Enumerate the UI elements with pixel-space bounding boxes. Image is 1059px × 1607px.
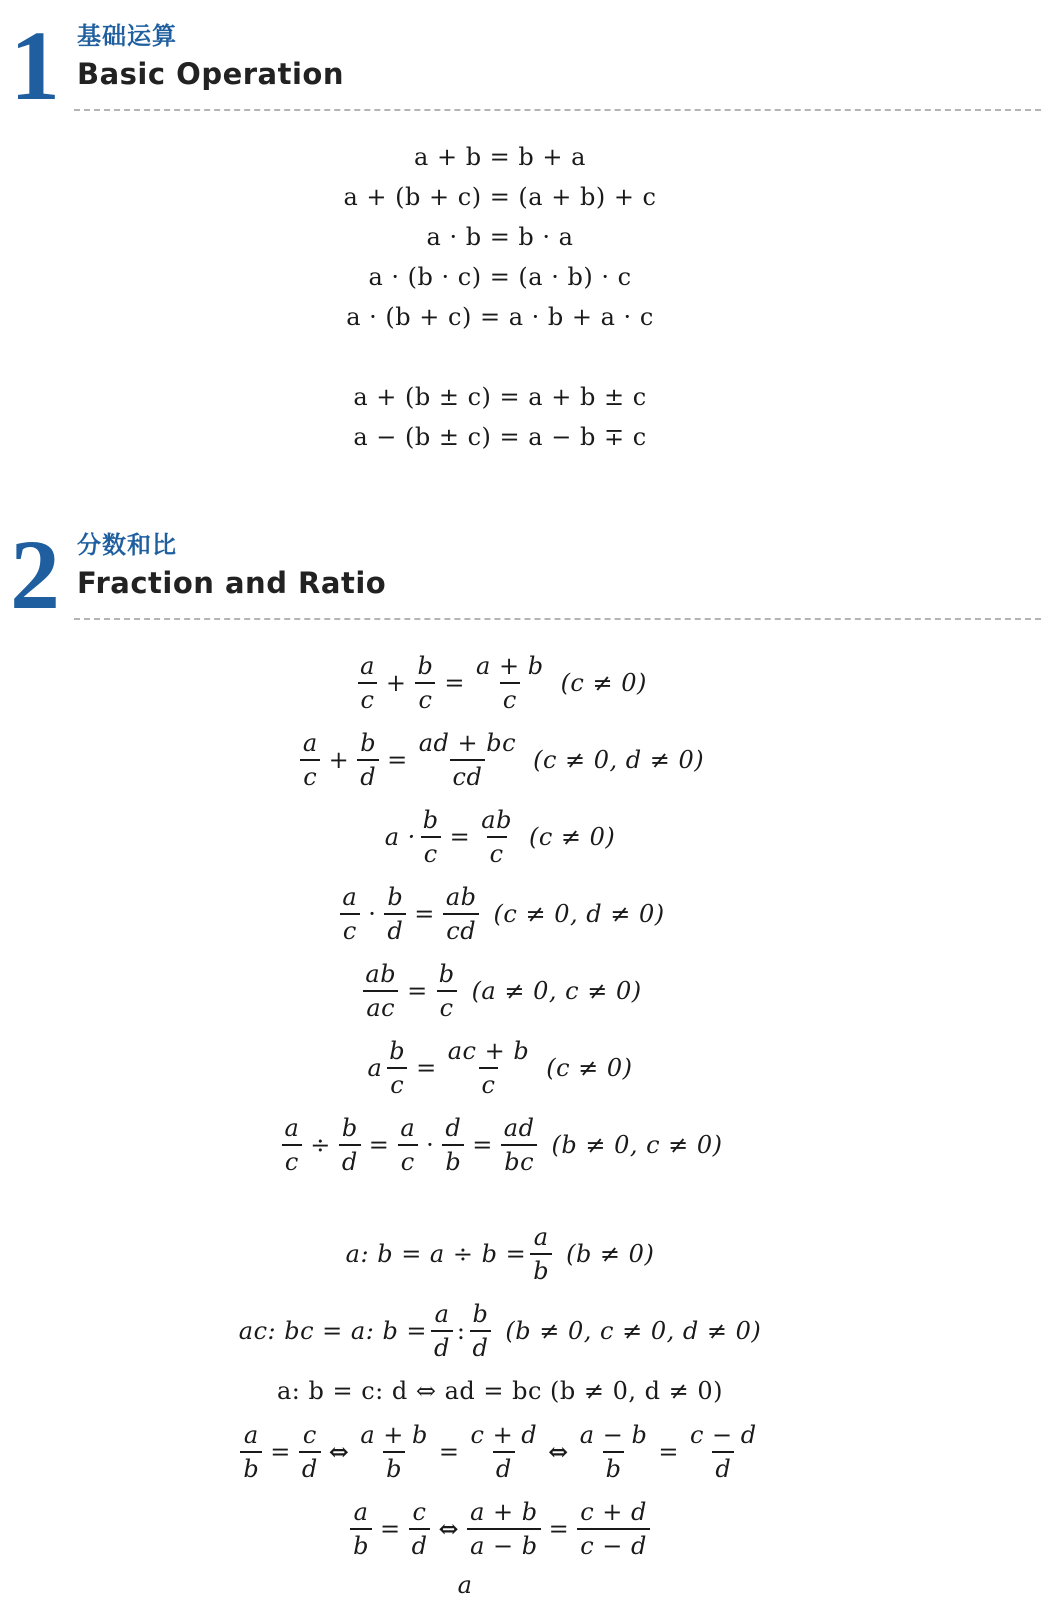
formula: $\frac{a}{b}$ = $\frac{c}{d}$ ⇔ $\frac{a + b}{a - b}$ = $\frac{c + d}{c - d}$ [0, 1490, 1000, 1567]
numerator: a − b [579, 1420, 648, 1449]
condition: (b ≠ 0) [566, 1239, 655, 1268]
formula: $\frac{ab}{ac}$ = $\frac{b}{c}$ (a ≠ 0, c ≠ 0) [0, 952, 1000, 1029]
formula: a $\frac{b}{c}$ = $\frac{ac + b}{c}$ (c ≠ 0) [367, 1036, 633, 1099]
denominator: c [479, 1067, 499, 1100]
section-title-en: Fraction and Ratio [77, 566, 387, 600]
numerator: a [302, 728, 318, 757]
fraction [443, 882, 480, 946]
denominator: d [431, 1330, 453, 1363]
denominator: c [358, 682, 378, 715]
denominator: c − d [577, 1528, 650, 1561]
formula-lead: a [367, 1053, 383, 1082]
denominator: c [500, 682, 520, 715]
equivalence-symbol: ⇔ [328, 1437, 350, 1466]
operator: + [385, 668, 407, 697]
fraction [467, 1497, 541, 1561]
section-1-header [10, 10, 1041, 121]
denominator: d [339, 1144, 361, 1177]
fraction [357, 1420, 431, 1484]
numerator: a [434, 1299, 450, 1328]
formula-lead: a: b = a ÷ b = [345, 1239, 527, 1268]
dashed-divider [74, 618, 1041, 620]
section-2-header [10, 519, 1041, 630]
formula: $\frac{a}{c}$ ÷ $\frac{b}{d}$ = $\frac{a}{c}$ · $\frac{d}{b}$ = $\frac{ad}{bc}$ (b ≠ 0, c ≠ 0) [0, 1106, 1000, 1183]
numerator: a [243, 1420, 259, 1449]
numerator: ab [481, 805, 512, 834]
fraction [240, 1420, 262, 1484]
equivalence-symbol: ⇔ [438, 1514, 460, 1543]
fraction [416, 728, 519, 792]
section-title-zh: 基础运算 [77, 22, 177, 50]
formula: a · (b + c) = a · b + a · c [346, 303, 654, 331]
numerator: ad [503, 1113, 535, 1142]
numerator: b [438, 959, 455, 988]
numerator: a + b [470, 1497, 538, 1526]
fraction [357, 651, 378, 715]
formula: a + (b ± c) = a + b ± c [353, 383, 647, 411]
operator: ÷ [310, 1130, 331, 1159]
formula-lead: ac: bc = a: b = [238, 1316, 428, 1345]
condition: (c ≠ 0) [546, 1053, 633, 1082]
fraction [478, 805, 515, 869]
fraction [473, 651, 547, 715]
section-number: 1 [10, 10, 60, 121]
fraction [687, 1420, 760, 1484]
formula-partial [0, 1567, 1000, 1607]
denominator: c [387, 1067, 407, 1100]
denominator: d [470, 1330, 492, 1363]
denominator: b [530, 1253, 552, 1286]
denominator: cd [443, 913, 479, 946]
formula: a · $\frac{b}{c}$ = $\frac{ab}{c}$ (c ≠ 0) [384, 805, 616, 868]
formula: $\frac{a}{c}$ + $\frac{b}{c}$ = $\frac{a + b}{c}$ (c ≠ 0) [0, 644, 1000, 721]
denominator: b [383, 1451, 405, 1484]
fraction [445, 1036, 532, 1100]
condition: (b ≠ 0, c ≠ 0) [551, 1130, 723, 1159]
condition: (c ≠ 0) [528, 822, 616, 851]
numerator: d [445, 1113, 462, 1142]
operator: · [368, 899, 377, 928]
formula: a · b = b · a [426, 223, 574, 251]
formula: a: b = c: d ⇔ ad = bc (b ≠ 0, d ≠ 0) [276, 1377, 724, 1405]
fraction [470, 1299, 492, 1363]
fraction [431, 1299, 453, 1363]
operator: · [426, 1130, 435, 1159]
section-number: 2 [10, 519, 60, 630]
denominator: d [384, 913, 406, 946]
denominator: cd [450, 759, 486, 792]
fraction [577, 1420, 651, 1484]
fraction [339, 1113, 361, 1177]
numerator: c [302, 1420, 317, 1449]
fraction [357, 728, 379, 792]
fraction [409, 1497, 431, 1561]
denominator: d [712, 1451, 734, 1484]
fraction [386, 1036, 408, 1100]
numerator: a [533, 1222, 549, 1251]
numerator: ac + b [447, 1036, 530, 1065]
formula: $\frac{a}{b}$ = $\frac{c}{d}$ ⇔ $\frac{a + b}{b}$ = $\frac{c + d}{d}$ ⇔ $\frac{a - b}{b}$ = $\frac{c - d}{d}$ [0, 1413, 1000, 1490]
numerator: ab [445, 882, 477, 911]
numerator: a [400, 1113, 416, 1142]
section-title-zh: 分数和比 [77, 531, 177, 559]
denominator: c [398, 1144, 418, 1177]
numerator: b [472, 1299, 489, 1328]
fraction [501, 1113, 538, 1177]
fraction [420, 805, 442, 869]
formula: $\frac{a}{c}$ + $\frac{b}{d}$ = $\frac{ad + bc}{cd}$ (c ≠ 0, d ≠ 0) [0, 721, 1000, 798]
numerator: ad + bc [418, 728, 517, 757]
numerator: c [412, 1497, 427, 1526]
denominator: b [603, 1451, 625, 1484]
numerator: a [457, 1571, 473, 1599]
condition: (c ≠ 0) [560, 668, 647, 697]
basic-formula-list [0, 137, 1000, 457]
fraction [577, 1497, 650, 1561]
formula [0, 1292, 1000, 1369]
numerator: a [284, 1113, 300, 1142]
numerator: c − d [689, 1420, 757, 1449]
denominator: b [350, 1528, 372, 1561]
formula-lead: a · [384, 822, 416, 851]
fraction [339, 882, 360, 946]
fraction [299, 1420, 321, 1484]
denominator: b [442, 1144, 464, 1177]
numerator: ab [365, 959, 397, 988]
numerator: a [360, 651, 375, 680]
denominator: d [357, 759, 379, 792]
denominator: ac [363, 990, 398, 1023]
numerator: a + b [360, 1420, 428, 1449]
denominator: c [300, 759, 320, 792]
fraction [362, 959, 399, 1023]
numerator: a [353, 1497, 369, 1526]
denominator: c [415, 682, 435, 715]
section-title-en: Basic Operation [77, 57, 344, 91]
fraction [300, 728, 321, 792]
fraction [468, 1420, 541, 1484]
fraction [436, 959, 458, 1023]
formula: a + (b + c) = (a + b) + c [343, 183, 657, 211]
numerator: b [417, 651, 434, 680]
numerator: c + d [470, 1420, 538, 1449]
fraction [397, 1113, 418, 1177]
denominator: c [437, 990, 457, 1023]
fraction [281, 1113, 302, 1177]
denominator: c [340, 913, 360, 946]
denominator: d [299, 1451, 321, 1484]
numerator: b [341, 1113, 358, 1142]
formula: a · (b · c) = (a · b) · c [368, 263, 632, 291]
numerator: b [422, 805, 439, 834]
denominator: a − b [467, 1528, 541, 1561]
denominator: c [282, 1144, 302, 1177]
numerator: b [389, 1036, 406, 1065]
numerator: c + d [580, 1497, 647, 1526]
condition: (a ≠ 0, c ≠ 0) [471, 976, 642, 1005]
denominator: d [409, 1528, 431, 1561]
fraction [415, 651, 437, 715]
denominator: c [487, 836, 507, 869]
denominator: d [493, 1451, 515, 1484]
denominator: b [240, 1451, 262, 1484]
formula: a + b = b + a [414, 143, 586, 171]
condition: (b ≠ 0, c ≠ 0, d ≠ 0) [505, 1316, 762, 1345]
fraction [350, 1497, 372, 1561]
numerator: a + b [476, 651, 544, 680]
condition: (c ≠ 0, d ≠ 0) [533, 745, 705, 774]
fraction-formula-list [0, 644, 1000, 1607]
formula: $\frac{a}{c}$ · $\frac{b}{d}$ = $\frac{ab}{cd}$ (c ≠ 0, d ≠ 0) [0, 875, 1000, 952]
formula: a − (b ± c) = a − b ∓ c [353, 423, 647, 451]
fraction [384, 882, 406, 946]
condition: (c ≠ 0, d ≠ 0) [493, 899, 665, 928]
denominator: bc [501, 1144, 537, 1177]
numerator: a [342, 882, 358, 911]
dashed-divider [74, 109, 1041, 111]
fraction [530, 1222, 552, 1286]
operator: + [328, 745, 350, 774]
denominator: c [421, 836, 441, 869]
formula [0, 1215, 1000, 1292]
numerator: b [387, 882, 404, 911]
numerator: b [360, 728, 377, 757]
equivalence-symbol: ⇔ [548, 1437, 569, 1466]
fraction [442, 1113, 464, 1177]
operator: : [456, 1316, 466, 1345]
